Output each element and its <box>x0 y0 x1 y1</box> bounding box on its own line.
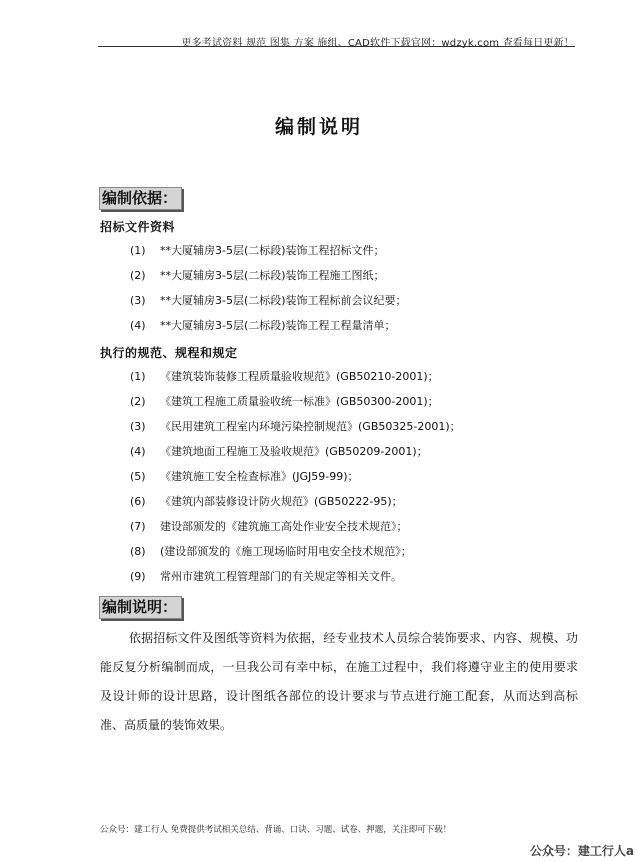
item-text: 《民用建筑工程室内环境污染控制规范》(GB50325-2001)； <box>160 420 461 433</box>
list-item <box>130 418 461 443</box>
item-number: (6) <box>130 495 146 508</box>
item-number: (1) <box>130 244 146 257</box>
list-item <box>130 543 461 568</box>
page-footer-text: 公众号：建工行人 免费提供考试相关总结、背诵、口诀、习题、试卷、押题，关注即可下载！ <box>100 825 452 835</box>
tender-docs-heading: 招标文件资料 <box>100 220 176 234</box>
list-item <box>130 292 407 317</box>
standards-list <box>130 368 461 593</box>
item-text: **大厦辅房3-5层(二标段)装饰工程工程量清单； <box>160 319 396 332</box>
tender-docs-list <box>130 242 407 342</box>
list-item <box>130 468 461 493</box>
item-text: **大厦辅房3-5层(二标段)装饰工程招标文件； <box>160 244 385 257</box>
list-item <box>130 518 461 543</box>
item-text: 《建筑内部装修设计防火规范》(GB50222-95)； <box>160 495 403 508</box>
list-item <box>130 317 407 342</box>
item-number: (3) <box>130 294 146 307</box>
standards-heading: 执行的规范、规程和规定 <box>100 346 238 360</box>
list-item <box>130 242 407 267</box>
item-text: 常州市建筑工程管理部门的有关规定等相关文件。 <box>160 570 402 583</box>
item-number: (5) <box>130 470 146 483</box>
item-number: (2) <box>130 395 146 408</box>
header-divider <box>98 46 575 47</box>
list-item <box>130 493 461 518</box>
item-text: 《建筑地面工程施工及验收规范》(GB50209-2001)； <box>160 445 428 458</box>
document-title: 编制说明 <box>274 116 363 138</box>
list-item <box>130 393 461 418</box>
watermark-text: 公众号：建工行人a <box>529 844 634 858</box>
item-text: **大厦辅房3-5层(二标段)装饰工程标前会议纪要； <box>160 294 407 307</box>
item-text: (建设部颁发的《施工现场临时用电安全技术规范》； <box>160 545 412 558</box>
description-paragraph: 依据招标文件及图纸等资料为依据，经专业技术人员综合装饰要求、内容、规模、功能反复分析编制而成，一旦我公司有幸中标，在施工过程中，我们将遵守业主的使用要求及设计师的设计思路，设计图纸各部位的设计要求与节点进行施工配套，从而达到高标准、高质量的装饰效果。 <box>100 631 578 732</box>
item-number: (2) <box>130 269 146 282</box>
item-text: 《建筑施工安全检查标准》(JGJ59-99)； <box>160 470 359 483</box>
list-item <box>130 267 407 292</box>
list-item <box>130 568 461 593</box>
item-number: (8) <box>130 545 146 558</box>
item-number: (4) <box>130 445 146 458</box>
item-number: (3) <box>130 420 146 433</box>
description-section-heading: 编制说明： <box>99 596 182 619</box>
item-number: (9) <box>130 570 146 583</box>
item-text: 建设部颁发的《建筑施工高处作业安全技术规范》； <box>160 520 408 533</box>
item-text: 《建筑工程施工质量验收统一标准》(GB50300-2001)； <box>160 395 439 408</box>
list-item <box>130 368 461 393</box>
item-number: (1) <box>130 370 146 383</box>
list-item <box>130 443 461 468</box>
item-text: 《建筑装饰装修工程质量验收规范》(GB50210-2001)； <box>160 370 439 383</box>
item-number: (4) <box>130 319 146 332</box>
item-text: **大厦辅房3-5层(二标段)装饰工程施工图纸； <box>160 269 385 282</box>
basis-section-heading: 编制依据： <box>99 187 182 210</box>
page-header-text: 更多考试资料 规范 图集 方案 施组、CAD软件下载官网：wdzyk.com 查看每日更新！ <box>181 38 574 49</box>
item-number: (7) <box>130 520 146 533</box>
